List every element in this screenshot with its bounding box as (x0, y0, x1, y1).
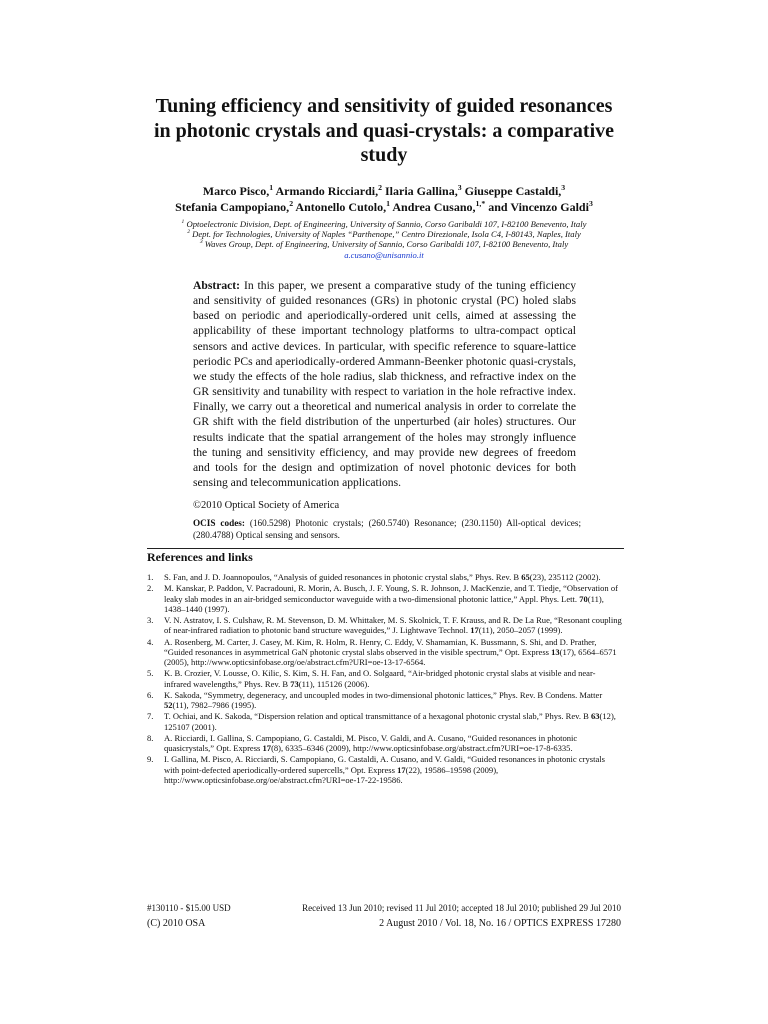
abstract-label: Abstract: (193, 279, 241, 292)
author-affil-sup: 1 (269, 183, 274, 192)
reference-item: 9. I. Gallina, M. Pisco, A. Ricciardi, S. Campopiano, G. Castaldi, A. Cusano, and V. Galdi, “Guided resonances in photonic crystals with point-defected aperiodically-ordered supercells,” Opt. Express 17(22), 19586–19598 (2009), http://www.opticsinfobase.org/oe/abstract.cfm?URI=oe-17-22-19586. (147, 754, 605, 786)
corresponding-email-link[interactable]: a.cusano@unisannio.it (344, 249, 424, 260)
affiliation: $^3$ Waves Group, Dept. of Engineering, University of Sannio, Corso Garibaldi 107, I-82100 Benevento, Italy (199, 239, 569, 250)
author-list (130, 184, 638, 215)
affiliation-list (130, 219, 638, 260)
ocis-text: (160.5298) Photonic crystals; (260.5740) Resonance; (230.1150) All-optical devices; (280.4788) Optical sensing and sensors. (193, 518, 581, 540)
author-affil-sup: 3 (588, 198, 593, 208)
author-name: Stefania Campopiano, (175, 199, 290, 214)
affiliation: $^1$ Optoelectronic Division, Dept. of Engineering, University of Sannio, Corso Garibaldi 107, I-82100 Benevento, Italy (181, 219, 587, 229)
ocis-codes (193, 517, 581, 541)
publication-history: Received 13 Jun 2010; revised 11 Jul 2010; accepted 18 Jul 2010; published 29 Jul 2010 (302, 903, 621, 913)
reference-item: 3. V. N. Astratov, I. S. Culshaw, R. M. Stevenson, D. M. Whittaker, M. S. Skolnick, T. F. Krauss, and R. De La Rue, “Resonant coupling of near-infrared radiation to photonic band structure waveguides,” J. Lightwave Technol. 17(11), 2050–2057 (1999). (147, 615, 622, 636)
journal-issue-info: 2 August 2010 / Vol. 18, No. 16 / OPTICS EXPRESS 17280 (379, 918, 621, 929)
author-affil-sup: 2 (289, 198, 294, 208)
abstract-text: In this paper, we present a comparative study of the tuning efficiency and sensitivity of guided resonances (GRs) in photonic crystal (PC) holed slabs based on periodic and aperiodically-ordered unit cells, aimed at assessing the applicability of these important technology platforms to ultra-compact optical sensors and active devices. In particular, with specific reference to square-lattice periodic PCs and aperiodically-ordered Ammann-Beenker photonic quasi-crystals, we study the effects of the hole radius, slab thickness, and refractive index on the GR sensitivity and tunability with respect to variation in the hole refractive index. Finally, we carry out a theoretical and numerical analysis in order to correlate the GR shift with the field distribution of the unperturbed (air holes) structures. Our results indicate that the spatial arrangement of the holes may strongly influence the tuning and sensitivity efficiency, and may provide new degrees of freedom and tools for the design and optimization of novel photonic devices for both sensing and telecommunication applications. (193, 279, 576, 490)
author-affil-sup: 1,* (475, 198, 486, 208)
author-affil-sup: 3 (561, 183, 566, 192)
author-affil-sup: 2 (378, 183, 383, 192)
ocis-label: OCIS codes: (193, 518, 245, 528)
reference-item: 4. A. Rosenberg, M. Carter, J. Casey, M. Kim, R. Holm, R. Henry, C. Eddy, V. Shamamian, K. Bussmann, S. Shi, and D. Prather, “Guided resonances in asymmetrical GaN photonic crystal slabs observed in the visible spectrum,” Opt. Express 13(17), 6564–6571 (2005), http://www.opticsinfobase.org/oe/abstract.cfm?URI=oe-13-17-6564. (147, 636, 617, 668)
author-name: Giuseppe Castaldi, (461, 184, 562, 198)
reference-item: 6. K. Sakoda, “Symmetry, degeneracy, and uncoupled modes in two-dimensional photonic lattices,” Phys. Rev. B Condens. Matter 52(11), 7982–7986 (1995). (147, 689, 603, 711)
author-name: Marco Pisco, (202, 184, 270, 198)
publisher-copyright: (C) 2010 OSA (147, 918, 206, 929)
copyright-notice: ©2010 Optical Society of America (193, 500, 340, 511)
affiliation: $^2$ Dept. for Technologies, University of Naples “Parthenope,” Centro Direzionale, Isola C4, I-80143, Naples, Italy (187, 229, 581, 240)
abstract (193, 278, 576, 490)
reference-item: 8. A. Ricciardi, I. Gallina, S. Campopiano, G. Castaldi, M. Pisco, V. Galdi, and A. Cusano, “Guided resonances in photonic quasicrystals,” Opt. Express 17(8), 6335–6346 (2009), http://www.opticsinfobase.org/abstract.cfm?URI=oe-17-8-6335. (147, 732, 578, 754)
reference-item: 5. K. B. Crozier, V. Lousse, O. Kilic, S. Kim, S. H. Fan, and O. Solgaard, “Air-bridged photonic crystal slabs at visible and near-infrared wavelengths,” Phys. Rev. B 73(11), 115126 (2006). (147, 668, 596, 689)
reference-item: 7. T. Ochiai, and K. Sakoda, “Dispersion relation and optical transmittance of a hexagonal photonic crystal slab,” Phys. Rev. B 63(12), 125107 (2001). (147, 711, 616, 732)
author-name: Ilaria Gallina, (382, 184, 458, 198)
references-heading: References and links (147, 550, 253, 564)
reference-item: 2. M. Kanskar, P. Paddon, V. Pacradouni, R. Morin, A. Busch, J. F. Young, S. R. Johnson, J. MacKenzie, and T. Tiedje, “Observation of leaky slab modes in an air-bridged semiconductor waveguide with a two-dimensional photonic lattice,” Appl. Phys. Lett. 70(11), 1438–1440 (1997). (147, 583, 618, 614)
reference-item: 1. S. Fan, and J. D. Joannopoulos, “Analysis of guided resonances in photonic crystal slabs,” Phys. Rev. B 65(23), 235112 (2002). (147, 572, 601, 582)
author-name: Antonello Cutolo, (293, 199, 387, 214)
author-line (130, 184, 638, 200)
section-divider (147, 548, 624, 549)
author-affil-sup: 1 (386, 198, 391, 208)
paper-title: Tuning efficiency and sensitivity of guided resonances in photonic crystals and quasi-crystals: a comparative study (154, 95, 614, 166)
author-line (130, 200, 638, 216)
reference-list (147, 572, 622, 786)
author-affil-sup: 3 (457, 183, 462, 192)
author-name: Armando Ricciardi, (273, 184, 379, 198)
author-name: and Vincenzo Galdi (485, 199, 589, 214)
article-id-price: #130110 - $15.00 USD (147, 903, 231, 913)
author-name: Andrea Cusano, (390, 199, 476, 214)
